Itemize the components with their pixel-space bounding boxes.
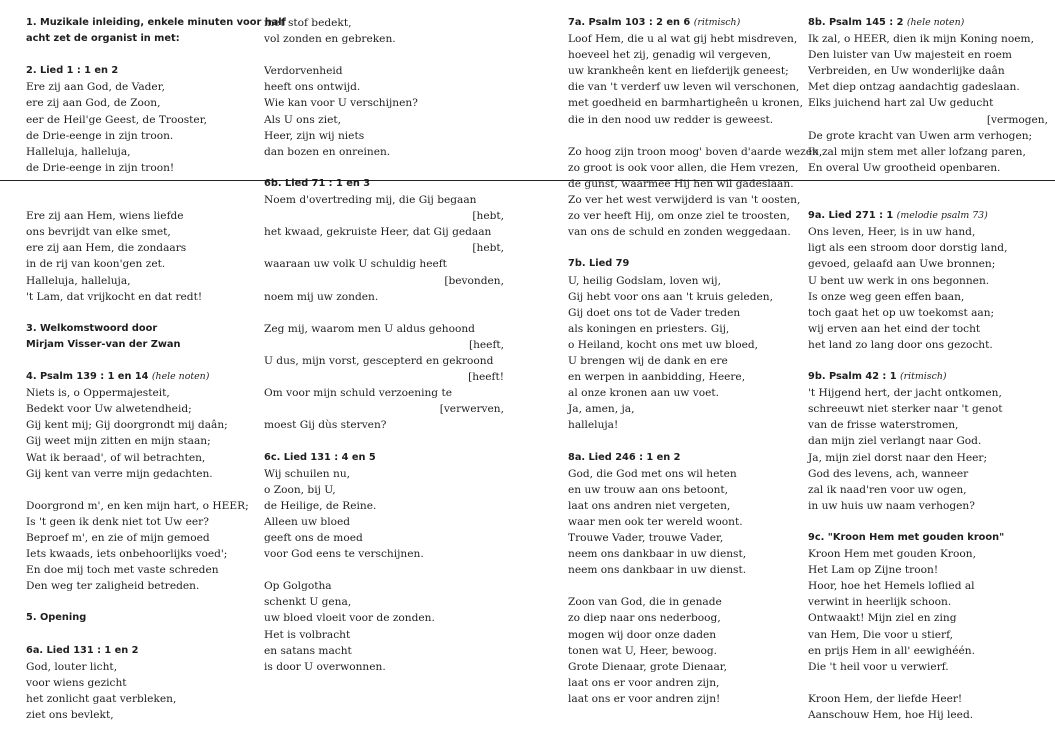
text-line: wij erven aan het eind der tocht bbox=[808, 322, 981, 335]
text-line: [bevonden, bbox=[444, 274, 504, 287]
text-line: ere zij aan Hem, die zondaars bbox=[26, 242, 187, 255]
text-line: Wat ik beraad', of wil betrachten, bbox=[26, 451, 206, 464]
text-line: gevoed, gelaafd aan Uwe bronnen; bbox=[808, 258, 996, 271]
text-line: zo groot is ook voor allen, die Hem vrezen, bbox=[568, 161, 799, 174]
text-line: Halleluja, halleluja, bbox=[26, 145, 131, 158]
text-line: als koningen en priesters. Gij, bbox=[568, 322, 730, 335]
text-line: in de rij van koon'gen zet. bbox=[26, 258, 166, 271]
section-heading: 3. Welkomstwoord door bbox=[26, 322, 158, 334]
text-line bbox=[26, 353, 256, 369]
text-line: Heer, zijn wij niets bbox=[264, 129, 365, 142]
text-line: Zo hoog zijn troon moog' boven d'aarde wezen, bbox=[568, 145, 823, 158]
text-line: En doe mij toch met vaste schreden bbox=[26, 564, 219, 577]
text-line: ere zij aan God, de Zoon, bbox=[26, 97, 161, 110]
text-line: Zeg mij, waarom men U aldus gehoond bbox=[264, 322, 475, 335]
text-line: uw bloed vloeit voor de zonden. bbox=[264, 612, 435, 625]
text-line: Aanschouw Hem, hoe Hij leed. bbox=[808, 709, 974, 722]
text-line: de Drie-eenge in zijn troon! bbox=[26, 161, 175, 174]
text-line: de gunst, waarmee Hij hen wil gadeslaan. bbox=[568, 177, 794, 190]
section-heading: 7a. Psalm 103 : 2 en 6 (ritmisch) bbox=[568, 17, 741, 28]
text-line: halleluja! bbox=[568, 419, 619, 432]
text-line: Gij doet ons tot de Vader treden bbox=[568, 306, 741, 319]
text-line: voor wiens gezicht bbox=[26, 676, 127, 689]
text-line: Ere zij aan Hem, wiens liefde bbox=[26, 210, 184, 223]
text-line: die in den nood uw redder is geweest. bbox=[568, 113, 774, 126]
text-line: en prijs Hem in all' eewighéén. bbox=[808, 644, 975, 657]
text-line: laat ons er voor andren zijn! bbox=[568, 692, 721, 705]
text-line: Ontwaakt! Mijn ziel en zing bbox=[808, 612, 957, 625]
section-heading: acht zet de organist in met: bbox=[26, 33, 180, 45]
text-line: heeft ons ontwijd. bbox=[264, 81, 361, 94]
text-line: Die 't heil voor u verwierf. bbox=[808, 660, 949, 673]
text-line: Den weg ter zaligheid betreden. bbox=[26, 580, 200, 593]
text-line: tonen wat U, Heer, bewoog. bbox=[568, 644, 718, 657]
text-line: zo ver heeft Hij, om onze ziel te troosten, bbox=[568, 210, 790, 223]
text-line: Het Lam op Zijne troon! bbox=[808, 564, 939, 577]
section-heading: 6a. Lied 131 : 1 en 2 bbox=[26, 644, 139, 656]
text-line: [heeft! bbox=[468, 371, 504, 384]
text-line: Gij weet mijn zitten en mijn staan; bbox=[26, 435, 211, 448]
melody-note: (melodie psalm 73) bbox=[896, 210, 988, 222]
text-line: het land zo lang door ons gezocht. bbox=[808, 338, 993, 351]
text-line: is door U overwonnen. bbox=[264, 660, 386, 673]
text-line: van Hem, Die voor u stierf, bbox=[808, 628, 953, 641]
text-line: Alleen uw bloed bbox=[264, 515, 351, 528]
text-line: eer de Heil'ge Geest, de Trooster, bbox=[26, 113, 207, 126]
text-line bbox=[568, 578, 800, 594]
text-line: noem mij uw zonden. bbox=[264, 290, 379, 303]
text-line bbox=[26, 47, 256, 63]
text-line: Ja, mijn ziel dorst naar den Heer; bbox=[808, 451, 988, 464]
text-line bbox=[808, 192, 1048, 208]
text-line: neem ons dankbaar in uw dienst, bbox=[568, 548, 747, 561]
text-line: Hoor, hoe het Hemels loflied al bbox=[808, 580, 975, 593]
text-line: uw krankheên kent en liefderijk geneest; bbox=[568, 65, 789, 78]
text-line: Trouwe Vader, trouwe Vader, bbox=[568, 532, 724, 544]
text-line: Beproef m', en zie of mijn gemoed bbox=[26, 532, 210, 544]
section-heading: 2. Lied 1 : 1 en 2 bbox=[26, 65, 119, 77]
text-line: mogen wij door onze daden bbox=[568, 628, 717, 641]
text-line: Iets kwaads, iets onbehoorlijks voed'; bbox=[26, 548, 228, 561]
text-line: [heeft, bbox=[468, 338, 504, 351]
text-line: Wie kan voor U verschijnen? bbox=[264, 97, 418, 110]
section-heading: 9a. Lied 271 : 1 (melodie psalm 73) bbox=[808, 210, 988, 222]
text-line: God, die God met ons wil heten bbox=[568, 467, 737, 480]
text-line bbox=[26, 305, 256, 321]
text-line bbox=[26, 192, 256, 208]
text-line bbox=[264, 160, 504, 176]
text-line: moest Gij dùs sterven? bbox=[264, 419, 387, 432]
text-line: toch gaat het op uw toekomst aan; bbox=[808, 306, 995, 319]
text-line: Gij kent mij; Gij doorgrondt mij daân; bbox=[26, 419, 228, 432]
text-line bbox=[568, 433, 800, 449]
text-line: Ik zal, o HEER, dien ik mijn Koning noem, bbox=[808, 33, 1034, 46]
text-line bbox=[26, 482, 256, 498]
text-line: de Heilige, de Reine. bbox=[264, 499, 377, 512]
text-line: Ere zij aan God, de Vader, bbox=[26, 81, 165, 94]
column-2 bbox=[264, 15, 504, 675]
text-line: Loof Hem, die u al wat gij hebt misdreven, bbox=[568, 33, 798, 46]
text-line bbox=[808, 514, 1048, 530]
text-line: Zo ver het west verwijderd is van 't oosten, bbox=[568, 194, 801, 207]
section-heading: 8b. Psalm 145 : 2 (hele noten) bbox=[808, 17, 965, 28]
text-line: dan bozen en onreinen. bbox=[264, 145, 391, 158]
text-line: neem ons dankbaar in uw dienst. bbox=[568, 564, 747, 577]
text-line: en satans macht bbox=[264, 644, 352, 657]
text-line bbox=[264, 433, 504, 449]
text-line: Halleluja, halleluja, bbox=[26, 274, 131, 287]
text-line: Om voor mijn schuld verzoening te bbox=[264, 387, 452, 400]
text-line bbox=[26, 627, 256, 643]
text-line: waar men ook ter wereld woont. bbox=[568, 515, 743, 528]
text-line: [hebt, bbox=[472, 242, 504, 255]
text-line: U dus, mijn vorst, gescepterd en gekroond bbox=[264, 354, 494, 367]
text-line: De grote kracht van Uwen arm verhogen; bbox=[808, 129, 1033, 142]
text-line bbox=[264, 47, 504, 63]
text-line: Ik zal mijn stem met aller lofzang paren, bbox=[808, 145, 1026, 158]
text-line: zal ik naad'ren voor uw ogen, bbox=[808, 483, 967, 496]
melody-note: (hele noten) bbox=[906, 17, 965, 28]
text-line bbox=[808, 176, 1048, 192]
column-3 bbox=[568, 15, 823, 707]
text-line: laat ons er voor andren zijn, bbox=[568, 676, 720, 689]
text-line: schreeuwt niet sterker naar 't genot bbox=[808, 403, 1003, 416]
text-line: Bedekt voor Uw alwetendheid; bbox=[26, 403, 192, 416]
text-line: Met diep ontzag aandachtig gadeslaan. bbox=[808, 81, 1020, 94]
text-line: Doorgrond m', en ken mijn hart, o HEER; bbox=[26, 499, 249, 512]
text-line: de Drie-eenge in zijn troon. bbox=[26, 129, 174, 142]
text-line: U bent uw werk in ons begonnen. bbox=[808, 274, 990, 287]
text-line bbox=[808, 675, 1048, 691]
text-line: die van 't verderf uw leven wil verschonen, bbox=[568, 81, 800, 94]
text-line: het zonlicht gaat verbleken, bbox=[26, 692, 177, 705]
text-line: o Zoon, bij U, bbox=[264, 483, 336, 496]
melody-note: (ritmisch) bbox=[900, 371, 947, 383]
column-1 bbox=[26, 15, 286, 723]
text-line: zo diep naar ons nederboog, bbox=[568, 612, 721, 625]
text-line: 't Lam, dat vrijkocht en dat redt! bbox=[26, 290, 203, 303]
text-line: met goedheid en barmhartigheên u kronen, bbox=[568, 97, 803, 110]
text-line bbox=[568, 128, 800, 144]
text-line: Elks juichend hart zal Uw geducht bbox=[808, 97, 994, 110]
text-line: vol zonden en gebreken. bbox=[264, 33, 396, 46]
text-line: hoeveel het zij, genadig wil vergeven, bbox=[568, 49, 771, 62]
text-line: ligt als een stroom door dorstig land, bbox=[808, 242, 1008, 255]
text-line: en werpen in aanbidding, Heere, bbox=[568, 371, 746, 384]
section-heading: 8a. Lied 246 : 1 en 2 bbox=[568, 451, 681, 463]
text-line: ziet ons bevlekt, bbox=[26, 709, 114, 722]
text-line: 't Hijgend hert, der jacht ontkomen, bbox=[808, 387, 1002, 400]
text-line: Verdorvenheid bbox=[264, 65, 343, 78]
section-heading: 9c. "Kroon Hem met gouden kroon" bbox=[808, 532, 1005, 543]
melody-note: (hele noten) bbox=[151, 371, 210, 383]
text-line: Is onze weg geen effen baan, bbox=[808, 290, 965, 303]
text-line: van ons de schuld en zonden weggedaan. bbox=[568, 226, 791, 239]
section-heading: 6b. Lied 71 : 1 en 3 bbox=[264, 177, 371, 189]
text-line: God, louter licht, bbox=[26, 660, 118, 673]
section-heading: 1. Muzikale inleiding, enkele minuten voor half bbox=[26, 17, 286, 28]
text-line: Gij hebt voor ons aan 't kruis geleden, bbox=[568, 290, 773, 303]
text-line: Gij kent van verre mijn gedachten. bbox=[26, 467, 213, 480]
text-line: het kwaad, gekruiste Heer, dat Gij gedaan bbox=[264, 226, 492, 239]
text-line: Kroon Hem, der liefde Heer! bbox=[808, 692, 963, 705]
text-line: verwint in heerlijk schoon. bbox=[808, 596, 952, 609]
text-line: en uw trouw aan ons betoont, bbox=[568, 483, 729, 496]
text-line: Verbreiden, en Uw wonderlijke daân bbox=[808, 65, 1005, 78]
text-line: met stof bedekt, bbox=[264, 17, 352, 29]
text-line: in uw huis uw naam verhogen? bbox=[808, 499, 975, 512]
text-line: U, heilig Godslam, loven wij, bbox=[568, 274, 721, 287]
section-heading: 4. Psalm 139 : 1 en 14 (hele noten) bbox=[26, 371, 210, 383]
text-line: Niets is, o Oppermajesteit, bbox=[26, 387, 170, 400]
text-line bbox=[264, 305, 504, 321]
text-line: schenkt U gena, bbox=[264, 596, 352, 609]
text-line: Het is volbracht bbox=[264, 628, 351, 641]
text-line: dan mijn ziel verlangt naar God. bbox=[808, 435, 982, 448]
text-line: Wij schuilen nu, bbox=[264, 467, 351, 480]
section-heading: 5. Opening bbox=[26, 612, 87, 624]
column-4 bbox=[808, 15, 1048, 723]
text-line: waaraan uw volk U schuldig heeft bbox=[264, 258, 447, 271]
text-line: Noem d'overtreding mij, die Gij begaan bbox=[264, 194, 477, 207]
text-line: Ons leven, Heer, is in uw hand, bbox=[808, 226, 976, 239]
text-line: U brengen wij de dank en ere bbox=[568, 354, 728, 367]
text-line: God des levens, ach, wanneer bbox=[808, 467, 969, 480]
text-line: laat ons andren niet vergeten, bbox=[568, 499, 731, 512]
section-heading: 6c. Lied 131 : 4 en 5 bbox=[264, 451, 376, 463]
text-line: Den luister van Uw majesteit en roem bbox=[808, 49, 1012, 62]
text-line: Grote Dienaar, grote Dienaar, bbox=[568, 660, 728, 673]
text-line bbox=[26, 176, 256, 192]
text-line bbox=[264, 562, 504, 578]
text-line: [vermogen, bbox=[986, 113, 1048, 126]
text-line: Is 't geen ik denk niet tot Uw eer? bbox=[26, 515, 209, 528]
text-line: van de frisse waterstromen, bbox=[808, 419, 959, 432]
text-line: En overal Uw grootheid openbaren. bbox=[808, 161, 1001, 174]
text-line: al onze kronen aan uw voet. bbox=[568, 387, 719, 400]
text-line: Op Golgotha bbox=[264, 580, 332, 593]
text-line: Zoon van God, die in genade bbox=[568, 596, 722, 609]
text-line bbox=[808, 353, 1048, 369]
text-line: [hebt, bbox=[472, 210, 504, 223]
text-line: ons bevrijdt van elke smet, bbox=[26, 226, 171, 239]
text-line: voor God eens te verschijnen. bbox=[264, 548, 424, 561]
section-heading: Mirjam Visser-van der Zwan bbox=[26, 338, 181, 350]
section-heading: 7b. Lied 79 bbox=[568, 258, 630, 270]
text-line: [verwerven, bbox=[439, 403, 504, 416]
section-heading: 9b. Psalm 42 : 1 (ritmisch) bbox=[808, 371, 947, 383]
text-line: geeft ons de moed bbox=[264, 532, 363, 544]
text-line: Ja, amen, ja, bbox=[568, 403, 635, 416]
melody-note: (ritmisch) bbox=[693, 17, 741, 28]
text-line: Kroon Hem met gouden Kroon, bbox=[808, 548, 976, 561]
text-line: Als U ons ziet, bbox=[264, 113, 342, 126]
text-line: o Heiland, kocht ons met uw bloed, bbox=[568, 338, 759, 351]
text-line bbox=[568, 240, 800, 256]
text-line bbox=[26, 594, 256, 610]
